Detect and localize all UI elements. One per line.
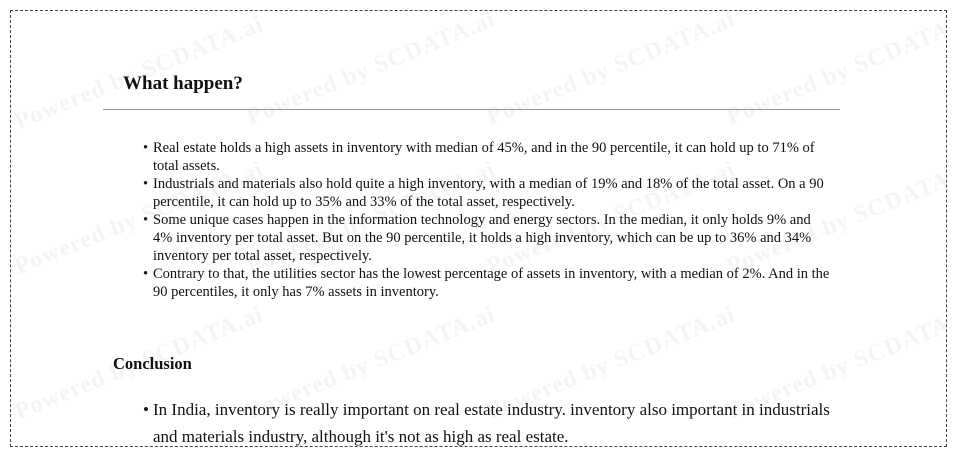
list-item: • In India, inventory is really important on real estate industry. inventory also important in industrials and materials industry, although it's not as high as real estate. xyxy=(143,396,833,447)
watermark-text xyxy=(483,11,740,131)
document-frame xyxy=(10,10,947,447)
what-happen-list xyxy=(143,139,833,301)
watermark-text xyxy=(243,11,500,131)
conclusion-heading: Conclusion xyxy=(113,354,192,373)
list-item: • Some unique cases happen in the information technology and energy sectors. In the median, it only holds 9% and 4% inventory per total asset. But on the 90 percentile, it holds a high inventory, which can be up to 36% and 34% inventory per total asset, respectively. xyxy=(143,211,833,265)
list-item: • Industrials and materials also hold quite a high inventory, with a median of 19% and 18% of the total asset. On a 90 percentile, it can hold up to 35% and 33% of the total asset, respectively. xyxy=(143,175,833,211)
watermark-text xyxy=(723,11,946,131)
section-divider xyxy=(103,109,840,110)
conclusion-list xyxy=(143,396,833,447)
what-happen-heading: What happen? xyxy=(123,73,243,94)
list-item: • Contrary to that, the utilities sector has the lowest percentage of assets in inventory, with a median of 2%. And in the 90 percentiles, it only has 7% assets in inventory. xyxy=(143,265,833,301)
list-item: • Real estate holds a high assets in inventory with median of 45%, and in the 90 percentile, it can hold up to 71% of total assets. xyxy=(143,139,833,175)
